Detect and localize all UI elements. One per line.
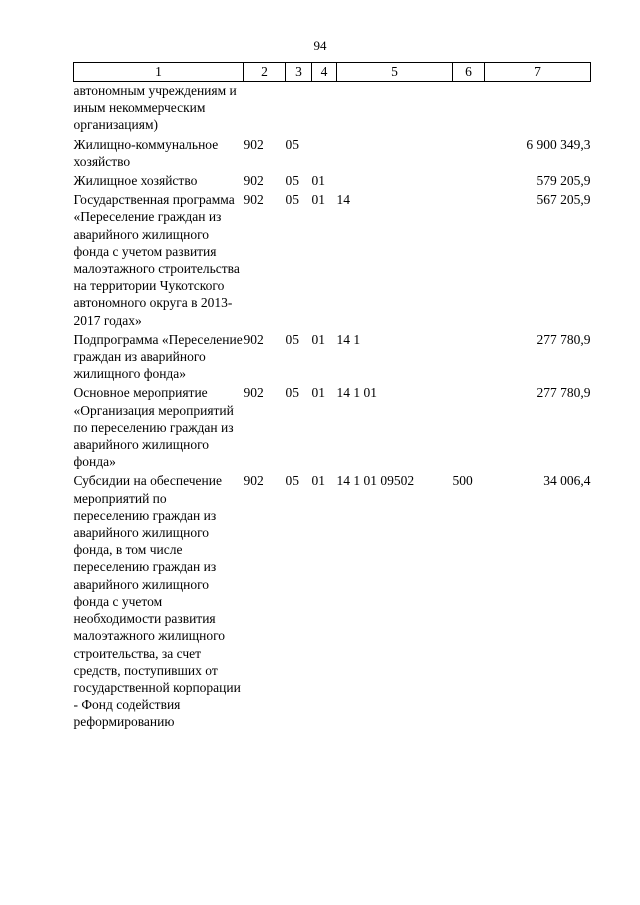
row-expense-type bbox=[453, 136, 485, 172]
row-target-code: 14 bbox=[336, 192, 350, 208]
row-expense-type bbox=[453, 191, 485, 331]
row-subsection-code: 01 bbox=[311, 331, 325, 347]
header-col-5: 5 bbox=[337, 63, 453, 82]
table-row bbox=[74, 472, 591, 732]
row-subsection-code: 01 bbox=[311, 173, 325, 189]
header-col-1: 1 bbox=[74, 63, 244, 82]
header-col-4: 4 bbox=[312, 63, 337, 82]
table-row bbox=[74, 331, 591, 385]
row-name: автономным учреждениям и иным некоммерческим организациям) bbox=[73, 83, 237, 133]
row-ministry-code: 902 bbox=[243, 331, 264, 347]
row-name: Жилищно-коммунальное хозяйство bbox=[73, 136, 219, 169]
header-col-7: 7 bbox=[485, 63, 591, 82]
row-amount: 567 205,9 bbox=[536, 192, 591, 208]
row-target-code bbox=[337, 172, 453, 191]
row-name: Основное мероприятие «Организация мероприятий по переселению граждан из аварийного жилищного фонда» bbox=[73, 385, 234, 470]
row-name: Подпрограмма «Переселение граждан из аварийного жилищного фонда» bbox=[73, 331, 243, 382]
row-section-code: 05 bbox=[285, 173, 299, 189]
row-amount: 34 006,4 bbox=[543, 473, 591, 489]
table-body bbox=[74, 82, 591, 733]
row-name: Субсидии на обеспечение мероприятий по переселению граждан из аварийного жилищного фонда, в том числе переселению граждан из аварийного жилищного фонда с учетом необходимости развития малоэтажного жилищного строительства, за счет средств, поступивших от государственной корпорации - Фонд содействия реформированию bbox=[73, 473, 241, 730]
row-ministry-code: 902 bbox=[243, 473, 264, 489]
page-number: 94 bbox=[313, 38, 327, 53]
row-section-code: 05 bbox=[285, 192, 299, 208]
row-target-code: 14 1 01 09502 bbox=[336, 473, 415, 489]
table-row bbox=[74, 136, 591, 172]
row-ministry-code: 902 bbox=[243, 385, 264, 401]
header-row bbox=[74, 63, 591, 82]
table-row bbox=[74, 384, 591, 472]
row-amount: 277 780,9 bbox=[536, 385, 591, 401]
header-col-6: 6 bbox=[453, 63, 485, 82]
row-amount bbox=[485, 82, 591, 136]
row-amount: 579 205,9 bbox=[536, 173, 591, 189]
row-section-code: 05 bbox=[285, 385, 299, 401]
row-expense-type: 500 bbox=[452, 473, 473, 489]
row-target-code bbox=[337, 82, 453, 136]
row-section-code: 05 bbox=[285, 136, 299, 152]
row-ministry-code bbox=[244, 82, 286, 136]
row-section-code: 05 bbox=[285, 331, 299, 347]
row-amount: 6 900 349,3 bbox=[526, 136, 591, 152]
budget-table bbox=[73, 62, 591, 733]
row-section-code: 05 bbox=[285, 473, 299, 489]
row-target-code bbox=[337, 136, 453, 172]
table-row bbox=[74, 172, 591, 191]
header-col-2: 2 bbox=[244, 63, 286, 82]
row-expense-type bbox=[453, 172, 485, 191]
row-ministry-code: 902 bbox=[243, 173, 264, 189]
row-subsection-code: 01 bbox=[311, 473, 325, 489]
row-ministry-code: 902 bbox=[243, 192, 264, 208]
row-section-code bbox=[286, 82, 312, 136]
table-row bbox=[74, 82, 591, 136]
row-name: Государственная программа «Переселение граждан из аварийного жилищного фонда с учетом развития малоэтажного строительства на территории Чукотского автономного округа в 2013-2017 годах» bbox=[73, 192, 240, 328]
row-subsection-code: 01 bbox=[311, 385, 325, 401]
row-subsection-code bbox=[312, 136, 337, 172]
row-expense-type bbox=[453, 82, 485, 136]
row-amount: 277 780,9 bbox=[536, 331, 591, 347]
row-name: Жилищное хозяйство bbox=[73, 173, 198, 189]
row-target-code: 14 1 bbox=[336, 331, 361, 347]
row-subsection-code: 01 bbox=[311, 192, 325, 208]
table-row bbox=[74, 191, 591, 331]
row-subsection-code bbox=[312, 82, 337, 136]
header-col-3: 3 bbox=[286, 63, 312, 82]
table-header bbox=[74, 63, 591, 82]
row-ministry-code: 902 bbox=[243, 136, 264, 152]
row-expense-type bbox=[453, 384, 485, 472]
row-expense-type bbox=[453, 331, 485, 385]
row-target-code: 14 1 01 bbox=[336, 385, 377, 401]
